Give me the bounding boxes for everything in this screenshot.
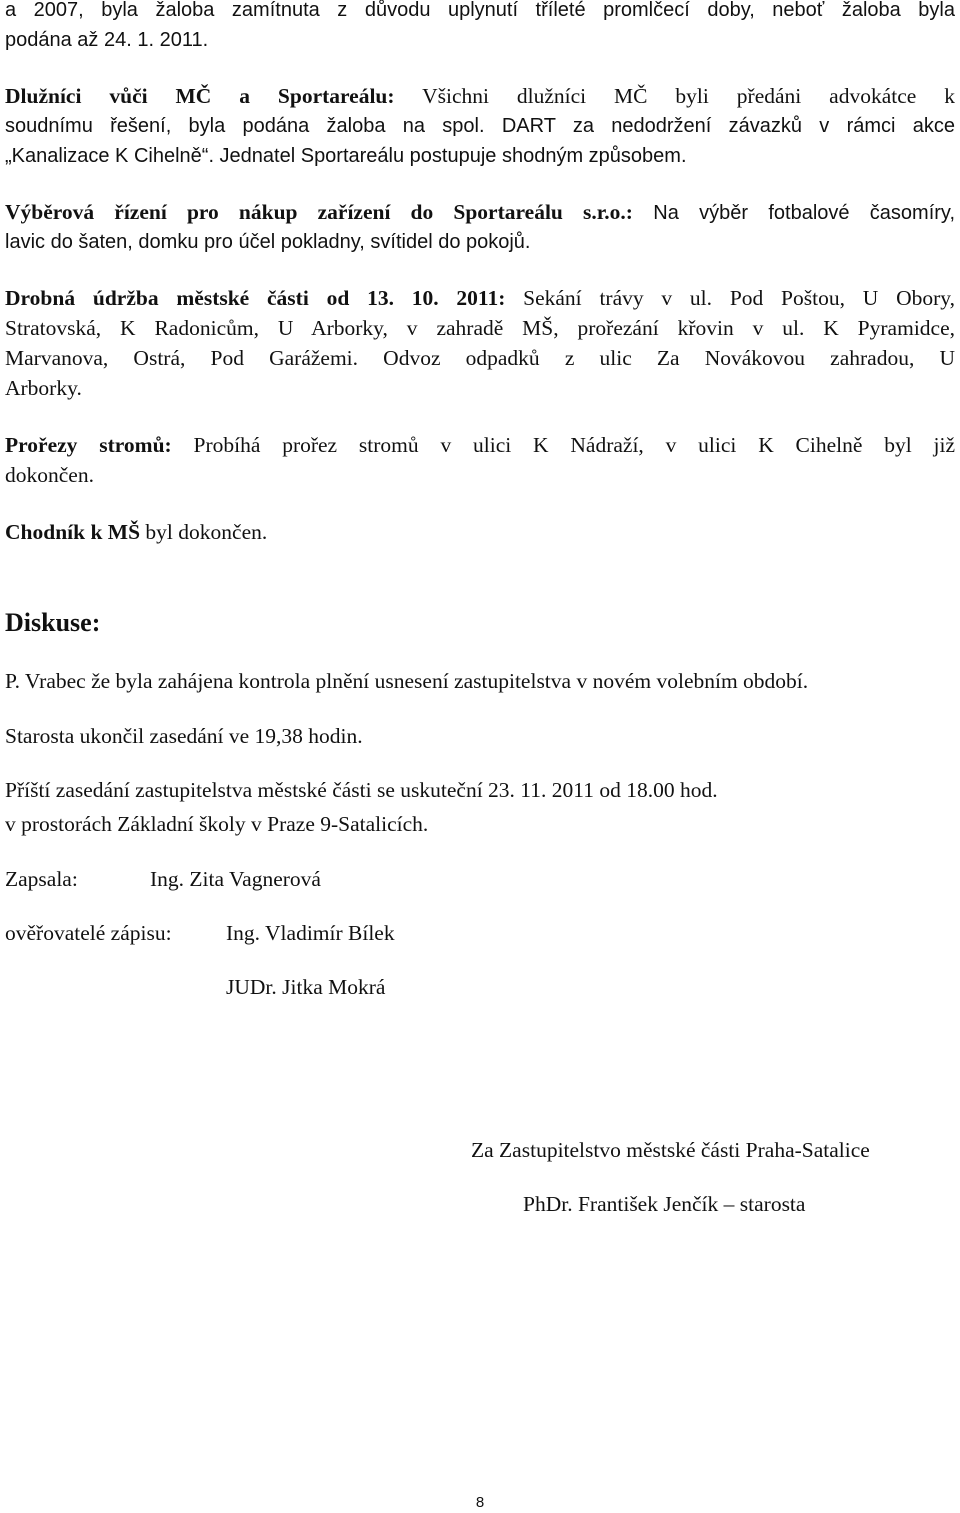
- text-line: soudnímu řešení, byla podána žaloba na spol. DART za nedodržení závazků v rámci akce: [5, 115, 955, 137]
- text-line: podána až 24. 1. 2011.: [5, 29, 209, 51]
- text-span: byl dokončen.: [140, 520, 268, 544]
- paragraph-chodnik: [5, 519, 267, 545]
- text-span: Sekání trávy v ul. Pod Poštou, U Obory,: [505, 286, 955, 310]
- paragraph-dluznici: [5, 83, 955, 109]
- text-line: Starosta ukončil zasedání ve 19,38 hodin.: [5, 724, 363, 748]
- paragraph-heading: Dlužníci vůči MČ a Sportareálu:: [5, 84, 395, 108]
- text-line: a 2007, byla žaloba zamítnuta z důvodu uplynutí tříleté promlčecí doby, neboť žaloba byla: [5, 0, 955, 21]
- paragraph-heading: Výběrová řízení pro nákup zařízení do Sportareálu s.r.o.:: [5, 200, 633, 224]
- text-span: Probíhá prořez stromů v ulici K Nádraží, v ulici K Cihelně byl již: [171, 433, 955, 457]
- section-heading-diskuse: Diskuse:: [5, 608, 101, 637]
- paragraph-heading: Drobná údržba městské části od 13. 10. 2011:: [5, 286, 506, 310]
- paragraph-vyberova-rizeni: [5, 199, 955, 226]
- text-line: Marvanova, Ostrá, Pod Garážemi. Odvoz odpadků z ulic Za Novákovou zahradou, U: [5, 346, 955, 370]
- text-span: Všichni dlužníci MČ byli předáni advokátce k: [394, 84, 955, 108]
- overovatel-name: Ing. Vladimír Bílek: [226, 921, 395, 945]
- text-line: Příští zasedání zastupitelstva městské části se uskuteční 23. 11. 2011 od 18.00 hod.: [5, 778, 718, 802]
- text-line: lavic do šaten, domku pro účel pokladny, svítidel do pokojů.: [5, 231, 531, 253]
- paragraph-udrzba: [5, 285, 955, 311]
- text-span: Na výběr fotbalové časomíry,: [632, 202, 955, 224]
- paragraph-prorezy: [5, 432, 955, 458]
- overovatel-name: JUDr. Jitka Mokrá: [226, 975, 386, 999]
- text-line: v prostorách Základní školy v Praze 9-Satalicích.: [5, 812, 429, 836]
- text-line: „Kanalizace K Cihelně“. Jednatel Sportareálu postupuje shodným způsobem.: [5, 145, 687, 167]
- text-line: dokončen.: [5, 463, 94, 487]
- paragraph-heading: Prořezy stromů:: [5, 433, 172, 457]
- page-number: 8: [475, 1494, 485, 1511]
- paragraph-heading: Chodník k MŠ: [5, 520, 141, 544]
- zapsala-label: Zapsala:: [5, 867, 78, 891]
- text-line: Stratovská, K Radonicům, U Arborky, v zahradě MŠ, prořezání křovin v ul. K Pyramidce,: [5, 316, 955, 340]
- za-zastupitelstvo: Za Zastupitelstvo městské části Praha-Satalice: [471, 1138, 870, 1162]
- text-line: Arborky.: [5, 376, 82, 400]
- starosta-signature: PhDr. František Jenčík – starosta: [523, 1192, 806, 1216]
- overovatele-label: ověřovatelé zápisu:: [5, 921, 172, 945]
- text-line: P. Vrabec že byla zahájena kontrola plnění usnesení zastupitelstva v novém volebním období.: [5, 669, 809, 693]
- zapsala-name: Ing. Zita Vagnerová: [150, 867, 321, 891]
